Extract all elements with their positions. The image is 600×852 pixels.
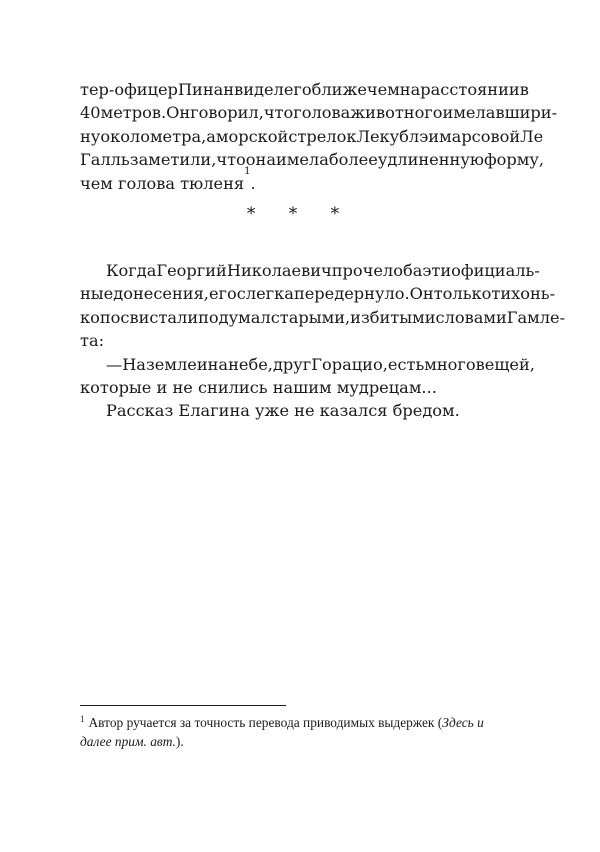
word: в bbox=[495, 103, 505, 123]
text-line bbox=[80, 125, 544, 148]
word: стрелок bbox=[288, 126, 357, 146]
paragraph-continued bbox=[80, 78, 558, 195]
word: Горацио, bbox=[311, 354, 388, 374]
footnote-reference: 1 bbox=[244, 165, 251, 177]
word: а bbox=[206, 126, 216, 146]
word: чем bbox=[366, 80, 400, 99]
paragraph-main bbox=[80, 259, 566, 423]
word: тер-офицер bbox=[80, 80, 178, 99]
word: Пинан bbox=[177, 80, 235, 99]
word: вещей, bbox=[475, 354, 535, 374]
text-fragment: чем голова тюленя bbox=[80, 173, 245, 193]
word: шири- bbox=[504, 103, 558, 123]
footnote-italic: Здесь и bbox=[442, 715, 484, 730]
word: и bbox=[196, 354, 208, 374]
word: что bbox=[216, 150, 246, 170]
dialogue-line: которые и не снились нашим мудрецам... bbox=[80, 378, 437, 398]
text-line bbox=[80, 78, 529, 101]
word: заметили, bbox=[129, 150, 217, 170]
footnote-marker: 1 bbox=[80, 714, 85, 724]
word: подумал bbox=[198, 307, 271, 327]
word: расстоянии bbox=[420, 80, 520, 99]
footnote-line bbox=[80, 713, 520, 732]
word: около bbox=[100, 126, 150, 146]
word: прочел bbox=[331, 261, 394, 280]
word: на bbox=[399, 80, 421, 99]
text-line bbox=[80, 148, 544, 171]
text-line-last bbox=[80, 165, 520, 195]
text-line bbox=[80, 282, 556, 305]
word: более bbox=[328, 150, 378, 170]
word: ко bbox=[80, 307, 100, 327]
word: его bbox=[283, 80, 312, 99]
word: Он bbox=[409, 284, 434, 304]
word: Николаевич bbox=[226, 261, 332, 280]
footnote-italic: далее прим. авт. bbox=[80, 734, 176, 749]
word: только bbox=[433, 284, 492, 304]
dialogue-line bbox=[80, 353, 535, 376]
text-line: та: bbox=[80, 331, 105, 351]
text-line bbox=[80, 259, 540, 282]
word: На bbox=[122, 354, 146, 374]
word: небе, bbox=[228, 354, 273, 374]
word: слегка bbox=[236, 284, 294, 304]
section-separator: * * * bbox=[246, 204, 354, 224]
word: ные bbox=[80, 284, 114, 304]
word: его bbox=[208, 284, 237, 304]
word: Лекублэ bbox=[356, 126, 429, 146]
word: форму, bbox=[483, 150, 544, 170]
word: 40 bbox=[80, 103, 101, 123]
text-line: Рассказ Елагина уже не казался бредом. bbox=[106, 401, 460, 421]
word: донесения, bbox=[113, 284, 209, 304]
word: имела bbox=[442, 103, 496, 123]
word: Георгий bbox=[156, 261, 227, 280]
word: имела bbox=[275, 150, 329, 170]
word: морской bbox=[215, 126, 289, 146]
word: тихонь- bbox=[491, 284, 556, 304]
word: эти bbox=[422, 261, 452, 280]
word: Гамле- bbox=[506, 307, 566, 327]
word: что bbox=[263, 103, 294, 123]
word: Галль bbox=[80, 150, 130, 170]
word: официаль- bbox=[451, 261, 540, 280]
footnote-line bbox=[80, 732, 520, 751]
footnote bbox=[80, 713, 520, 751]
word: — bbox=[106, 354, 123, 374]
word: передернуло. bbox=[293, 284, 410, 304]
word: земле bbox=[145, 354, 197, 374]
word: в bbox=[519, 80, 529, 99]
word: друг bbox=[272, 354, 312, 374]
word: старыми, bbox=[270, 307, 351, 327]
word: словами bbox=[435, 307, 507, 327]
word: и bbox=[187, 307, 199, 327]
word: метров. bbox=[100, 103, 167, 123]
word: говорил, bbox=[190, 103, 264, 123]
footnote-divider bbox=[80, 705, 286, 706]
word: на bbox=[207, 354, 229, 374]
word: она bbox=[245, 150, 276, 170]
word: Ле bbox=[520, 126, 544, 146]
text-line bbox=[80, 101, 558, 124]
word: и bbox=[428, 126, 440, 146]
word: метра, bbox=[149, 126, 207, 146]
word: видел bbox=[234, 80, 284, 99]
footnote-text: $^1$ Автор ручается за точность перевода приводимых выдержек (Здесь и bbox=[80, 714, 484, 730]
word: марсовой bbox=[439, 126, 521, 146]
word: удлиненную bbox=[377, 150, 484, 170]
word: Когда bbox=[106, 261, 157, 280]
word: избитыми bbox=[350, 307, 436, 327]
word: голова bbox=[293, 103, 351, 123]
word: оба bbox=[393, 261, 423, 280]
word: есть bbox=[387, 354, 425, 374]
word: много bbox=[424, 354, 476, 374]
word: Он bbox=[166, 103, 191, 123]
word: животного bbox=[350, 103, 443, 123]
word: посвистал bbox=[99, 307, 188, 327]
footnote-text: ). bbox=[175, 734, 184, 749]
word: ближе bbox=[311, 80, 367, 99]
text-line bbox=[80, 306, 566, 329]
text-punctuation: . bbox=[250, 173, 256, 193]
word: ну bbox=[80, 126, 101, 146]
